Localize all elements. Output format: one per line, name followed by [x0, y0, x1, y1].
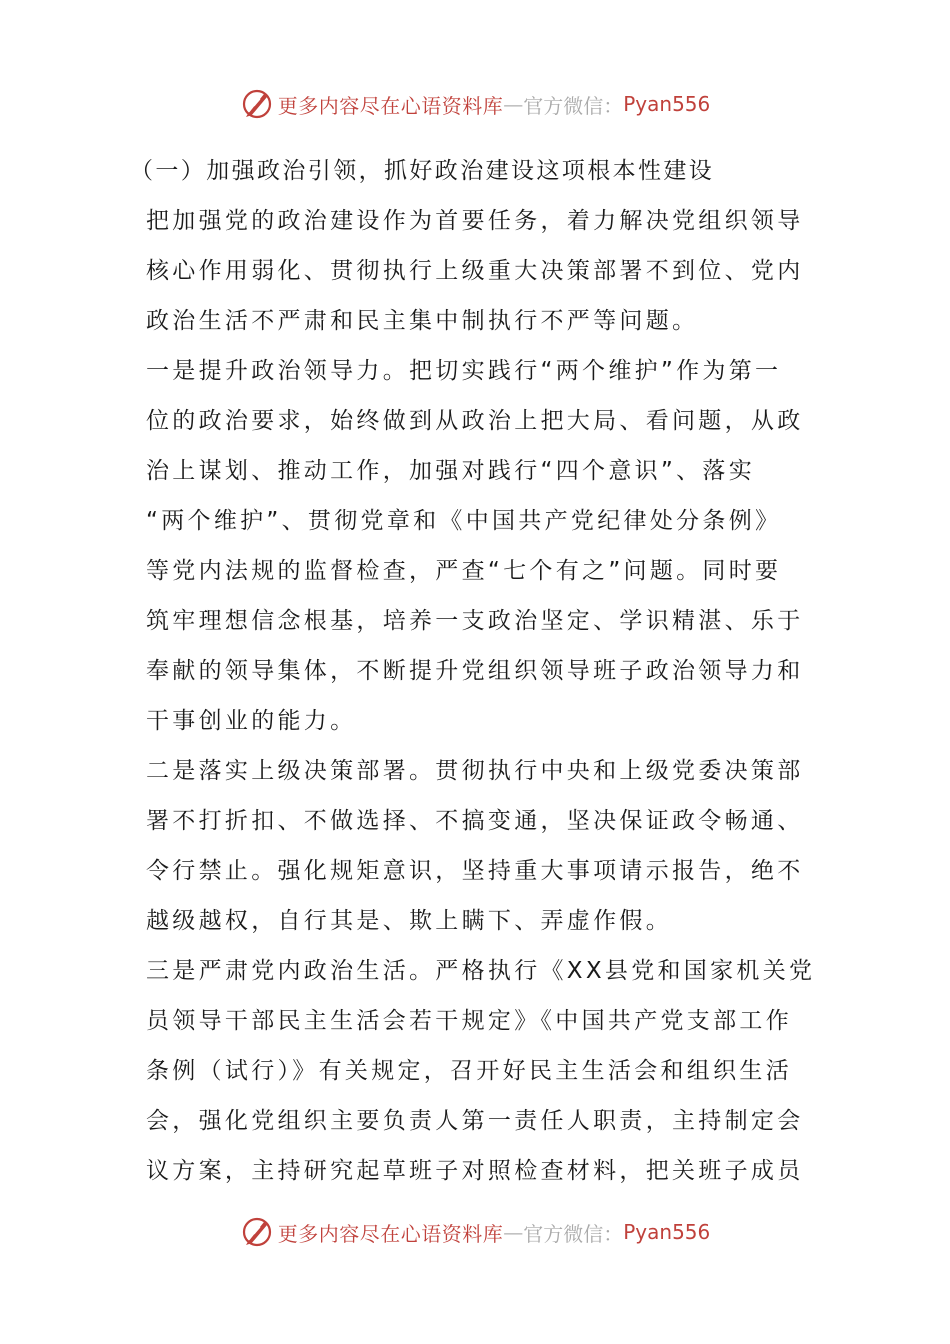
- text-line: 筑牢理想信念根基，培养一支政治坚定、学识精湛、乐于: [146, 608, 804, 634]
- section-heading: （一）加强政治引领，抓好政治建设这项根本性建设: [130, 158, 715, 184]
- watermark-wechat-label: 官方微信：: [523, 1221, 624, 1246]
- watermark-separator: —: [503, 92, 524, 116]
- watermark-separator: —: [503, 1220, 524, 1244]
- watermark-text: 更多内容尽在心语资料库: [277, 1221, 504, 1246]
- text-line: 治上谋划、推动工作，加强对践行“四个意识”、落实: [146, 458, 756, 484]
- watermark-banner-top: [0, 82, 950, 126]
- text-line: 一是提升政治领导力。把切实践行“两个维护”作为第一: [146, 358, 782, 384]
- text-line: 二是落实上级决策部署。贯彻执行中央和上级党委决策部: [146, 758, 804, 784]
- quill-pen-logo-icon: [240, 1215, 274, 1249]
- watermark-text: 更多内容尽在心语资料库: [277, 93, 504, 118]
- text-line: 政治生活不严肃和民主集中制执行不严等问题。: [146, 308, 699, 334]
- text-line: “两个维护”、贯彻党章和《中国共产党纪律处分条例》: [146, 508, 782, 534]
- text-line: 令行禁止。强化规矩意识，坚持重大事项请示报告，绝不: [146, 858, 804, 884]
- text-line: 条例（试行）》有关规定，召开好民主生活会和组织生活: [146, 1058, 792, 1084]
- watermark-wechat-id: Pyan556: [623, 92, 711, 116]
- text-line: 三是严肃党内政治生活。严格执行《XX县党和国家机关党: [146, 958, 816, 984]
- text-line: 议方案，主持研究起草班子对照检查材料，把关班子成员: [146, 1158, 804, 1184]
- watermark-wechat-id: Pyan556: [623, 1220, 711, 1244]
- text-line: 越级越权，自行其是、欺上瞒下、弄虚作假。: [146, 908, 672, 934]
- watermark-wechat-label: 官方微信：: [523, 93, 624, 118]
- text-line: 干事创业的能力。: [146, 708, 357, 734]
- text-line: 位的政治要求，始终做到从政治上把大局、看问题，从政: [146, 408, 804, 434]
- text-line: 署不打折扣、不做选择、不搞变通，坚决保证政令畅通、: [146, 808, 804, 834]
- text-line: 核心作用弱化、贯彻执行上级重大决策部署不到位、党内: [146, 258, 804, 284]
- text-line: 员领导干部民主生活会若干规定》《中国共产党支部工作: [146, 1008, 792, 1034]
- document-body: [130, 146, 816, 1196]
- text-line: 把加强党的政治建设作为首要任务，着力解决党组织领导: [146, 208, 804, 234]
- text-line: 会，强化党组织主要负责人第一责任人职责，主持制定会: [146, 1108, 804, 1134]
- quill-pen-logo-icon: [240, 87, 274, 121]
- watermark-banner-bottom: [0, 1210, 950, 1254]
- text-line: 等党内法规的监督检查，严查“七个有之”问题。同时要: [146, 558, 782, 584]
- text-line: 奉献的领导集体，不断提升党组织领导班子政治领导力和: [146, 658, 804, 684]
